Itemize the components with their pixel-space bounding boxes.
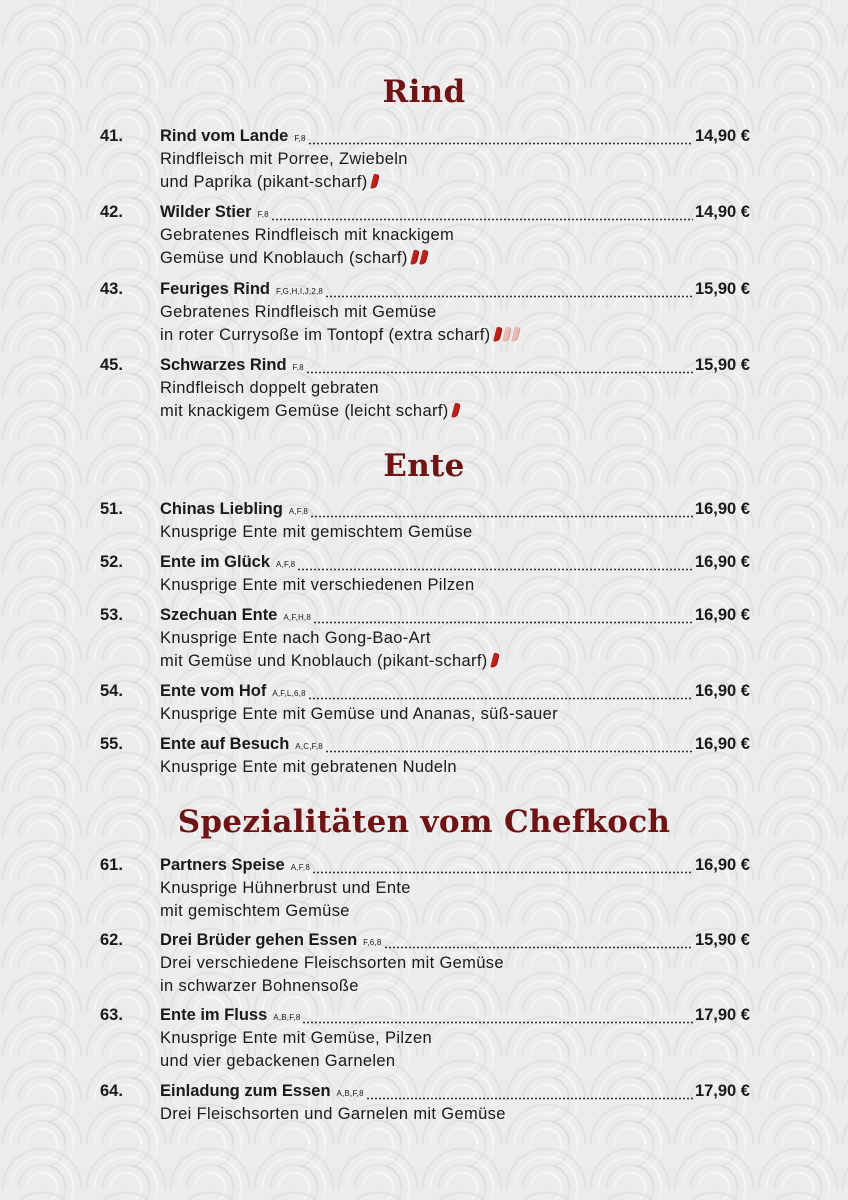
chili-icon xyxy=(511,326,520,342)
item-number: 43. xyxy=(100,280,123,298)
description-line: und Paprika (pikant-scharf) xyxy=(160,173,368,191)
allergen-codes: F,8 xyxy=(292,363,304,372)
allergen-codes: A,C,F,8 xyxy=(295,742,323,751)
description-line: Knusprige Ente mit Gemüse, Pilzen xyxy=(160,1029,433,1047)
item-name: Ente vom Hof xyxy=(160,682,267,700)
description-line: Gebratenes Rindfleisch mit Gemüse xyxy=(160,303,437,321)
dot-leader xyxy=(366,1090,693,1100)
description-line: Drei Fleischsorten und Garnelen mit Gemüse xyxy=(160,1105,506,1123)
item-description xyxy=(160,301,750,347)
dot-leader xyxy=(308,135,693,145)
chili-icon xyxy=(370,173,379,189)
menu-item-64 xyxy=(100,1079,750,1126)
dot-leader xyxy=(308,690,693,700)
description-line: Knusprige Ente mit verschiedenen Pilzen xyxy=(160,576,475,594)
dot-leader xyxy=(384,939,693,949)
item-number: 64. xyxy=(100,1082,123,1100)
allergen-codes: A,F,H,8 xyxy=(283,613,312,622)
item-name: Wilder Stier xyxy=(160,203,252,221)
dot-leader xyxy=(310,508,693,518)
item-description xyxy=(160,703,750,726)
item-number: 41. xyxy=(100,127,123,145)
item-price: 17,90 € xyxy=(694,1006,750,1024)
item-number: 63. xyxy=(100,1006,123,1024)
menu-item-63 xyxy=(100,1003,750,1073)
item-description xyxy=(160,521,750,544)
item-name: Feuriges Rind xyxy=(160,280,271,298)
item-name: Chinas Liebling xyxy=(160,500,283,518)
item-price: 15,90 € xyxy=(694,356,750,374)
allergen-codes: A,F,8 xyxy=(288,507,309,516)
description-line: Knusprige Ente mit Gemüse und Ananas, süß-sauer xyxy=(160,705,558,723)
description-line: mit knackigem Gemüse (leicht scharf) xyxy=(160,402,449,420)
item-number: 52. xyxy=(100,553,123,571)
allergen-codes: A,F,L,6,8 xyxy=(272,689,306,698)
description-line: in roter Currysoße im Tontopf (extra scharf) xyxy=(160,326,491,344)
description-line: und vier gebackenen Garnelen xyxy=(160,1052,396,1070)
item-description xyxy=(160,377,750,423)
chili-icon xyxy=(419,249,428,265)
description-line: Rindfleisch mit Porree, Zwiebeln xyxy=(160,150,408,168)
allergen-codes: A,B,F,8 xyxy=(273,1013,301,1022)
menu-item-45 xyxy=(100,353,750,423)
dot-leader xyxy=(271,211,693,221)
allergen-codes: F,8 xyxy=(294,134,306,143)
item-description xyxy=(160,627,750,673)
item-number: 61. xyxy=(100,856,123,874)
item-number: 51. xyxy=(100,500,123,518)
item-price: 16,90 € xyxy=(694,500,750,518)
section-title-rind: Rind xyxy=(382,74,466,110)
menu-item-52 xyxy=(100,550,750,597)
dot-leader xyxy=(313,614,693,624)
item-description xyxy=(160,877,750,923)
dot-leader xyxy=(302,1014,692,1024)
item-description xyxy=(160,224,750,270)
allergen-codes: A,F,8 xyxy=(290,863,310,872)
section-title-ente: Ente xyxy=(383,448,465,484)
chili-icon xyxy=(502,326,511,342)
item-price: 17,90 € xyxy=(694,1082,750,1100)
chili-icon xyxy=(451,402,460,418)
item-price: 15,90 € xyxy=(694,280,750,298)
dot-leader xyxy=(297,561,693,571)
allergen-codes: A,B,F,8 xyxy=(336,1089,364,1098)
dot-leader xyxy=(312,864,693,874)
item-price: 16,90 € xyxy=(694,735,750,753)
description-line: Knusprige Ente mit gebratenen Nudeln xyxy=(160,758,457,776)
menu-item-62 xyxy=(100,928,750,998)
menu-item-51 xyxy=(100,497,750,544)
chili-icon xyxy=(410,249,419,265)
item-price: 15,90 € xyxy=(694,931,750,949)
menu-item-53 xyxy=(100,603,750,673)
item-number: 54. xyxy=(100,682,123,700)
description-line: mit gemischtem Gemüse xyxy=(160,902,350,920)
dot-leader xyxy=(325,743,693,753)
dot-leader xyxy=(325,288,693,298)
menu-item-55 xyxy=(100,732,750,779)
menu-item-61 xyxy=(100,853,750,923)
item-name: Ente im Fluss xyxy=(160,1006,268,1024)
item-number: 42. xyxy=(100,203,123,221)
item-name: Ente im Glück xyxy=(160,553,271,571)
item-price: 14,90 € xyxy=(694,127,750,145)
item-name: Ente auf Besuch xyxy=(160,735,290,753)
item-name: Partners Speise xyxy=(160,856,285,874)
item-number: 62. xyxy=(100,931,123,949)
item-number: 53. xyxy=(100,606,123,624)
item-price: 16,90 € xyxy=(694,606,750,624)
item-name: Einladung zum Essen xyxy=(160,1082,331,1100)
menu-item-54 xyxy=(100,679,750,726)
description-line: Gemüse und Knoblauch (scharf) xyxy=(160,249,408,267)
item-number: 45. xyxy=(100,356,123,374)
item-description xyxy=(160,952,750,998)
allergen-codes: A,F,8 xyxy=(276,560,296,569)
description-line: Rindfleisch doppelt gebraten xyxy=(160,379,379,397)
menu-item-41 xyxy=(100,124,750,194)
dot-leader xyxy=(306,364,693,374)
allergen-codes: F,G,H,I,J,2,8 xyxy=(276,287,324,296)
item-price: 14,90 € xyxy=(694,203,750,221)
menu-item-42 xyxy=(100,200,750,270)
item-name: Szechuan Ente xyxy=(160,606,278,624)
item-price: 16,90 € xyxy=(694,856,750,874)
section-title-spezialitaeten: Spezialitäten vom Chefkoch xyxy=(177,804,671,840)
item-number: 55. xyxy=(100,735,123,753)
item-price: 16,90 € xyxy=(694,553,750,571)
description-line: Drei verschiedene Fleischsorten mit Gemüse xyxy=(160,954,504,972)
item-description xyxy=(160,1027,750,1073)
item-description xyxy=(160,148,750,194)
allergen-codes: F,6,8 xyxy=(363,938,382,947)
chili-icon xyxy=(490,652,499,668)
item-name: Rind vom Lande xyxy=(160,127,289,145)
description-line: Knusprige Ente mit gemischtem Gemüse xyxy=(160,523,473,541)
item-price: 16,90 € xyxy=(694,682,750,700)
item-description xyxy=(160,1103,750,1126)
item-name: Schwarzes Rind xyxy=(160,356,287,374)
item-description xyxy=(160,756,750,779)
description-line: Knusprige Hühnerbrust und Ente xyxy=(160,879,411,897)
item-name: Drei Brüder gehen Essen xyxy=(160,931,358,949)
description-line: in schwarzer Bohnensoße xyxy=(160,977,359,995)
menu-item-43 xyxy=(100,277,750,347)
chili-icon xyxy=(493,326,502,342)
item-description xyxy=(160,574,750,597)
allergen-codes: F,8 xyxy=(257,210,269,219)
description-line: Knusprige Ente nach Gong-Bao-Art xyxy=(160,629,431,647)
description-line: mit Gemüse und Knoblauch (pikant-scharf) xyxy=(160,652,488,670)
description-line: Gebratenes Rindfleisch mit knackigem xyxy=(160,226,455,244)
